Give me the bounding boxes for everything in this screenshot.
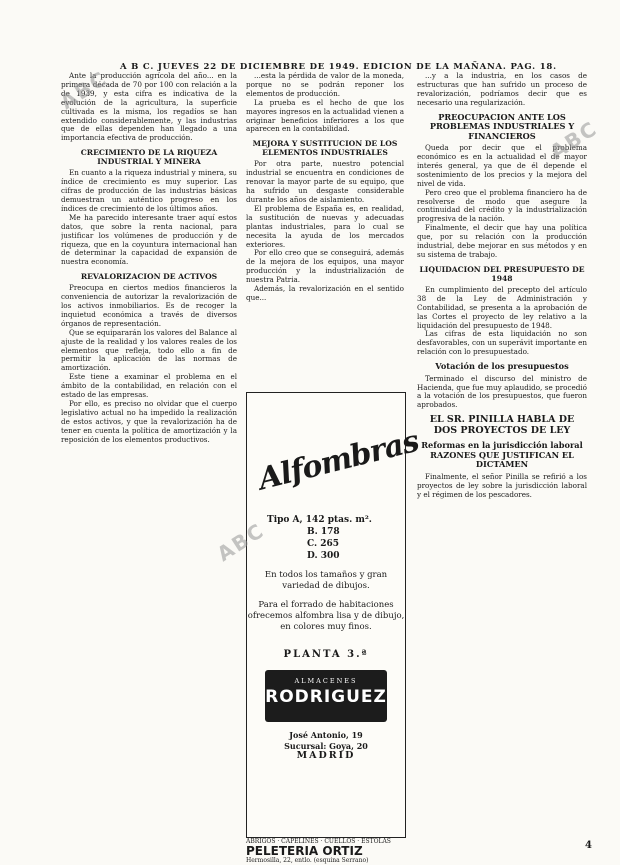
column-left [61,72,237,849]
paragraph: Por otra parte, nuestro potencial industrial se encuentra en condiciones de renovar la mayor parte de su equipo, que ha sufrido un desgaste considerable durante los años de aislamiento. [246,159,404,204]
ad2-line: Hermosilla, 22, entlo. (esquina Serrano) [246,857,369,864]
paragraph: ...esta la pérdida de valor de la moneda, porque no se podrán reponer los elementos de producción. [246,72,404,98]
ad-text: Para el forrado de habitaciones ofrecemos alfombra lisa y de dibujo, en colores muy finos. [247,600,405,632]
column-middle [246,72,404,384]
page-header: A B C. JUEVES 22 DE DICIEMBRE DE 1949. EDICION DE LA MAÑANA. PAG. 18. [120,62,557,72]
paragraph: En cumplimiento del precepto del artículo 38 de la Ley de Administración y Contabilidad, se presenta a la aprobación de las Cortes el proyecto de ley relativo a la liquidación del presupuesto de 1948. [417,284,587,330]
page-mark: 4 [585,840,592,851]
paragraph: Por ello, es preciso no olvidar que el cuerpo legislativo actual no ha impedido la realización de estos activos, y que la revalorización ha de tener en cuenta la política de amortización y la reposición de los elementos productivos. [61,399,237,444]
address-line: José Antonio, 19 [289,730,363,740]
paragraph: Finalmente, el decir que hay una política que, por su relación con la producción industrial, debe mejorar en sus métodos y en su sistema de trabajo. [417,223,587,259]
paragraph: Que se equipararán los valores del Balance al ajuste de la realidad y los valores reales de los elementos que refleja, todo ello a fin de permitir la aplicación de las normas de amortización. [61,327,237,373]
paragraph: Pero creo que el problema financiero ha de resolverse de modo que asegure la continuidad del crédito y la industrialización progresiva de la nación. [417,187,587,224]
paragraph: La prueba es el hecho de que los mayores ingresos en la actualidad vienen a originar beneficios inferiores a los que aparecen en la contabilidad. [246,97,404,134]
paragraph: En cuanto a la riqueza industrial y minera, su índice de crecimiento es muy superior. Las cifras de producción de las industrias básicas demuestran un auténtico progreso en los índices de crecimiento de los últimos años. [61,168,237,213]
ad-price: Tipo A, 142 ptas. m². [267,515,372,525]
section-subheading: Reformas en la jurisdicción laboral RAZONES QUE JUSTIFICAN EL DICTAMEN [421,440,583,470]
section-heading: Votación de los presupuestos [435,361,569,372]
watermark: ABC [55,65,112,115]
section-heading: REVALORIZACION DE ACTIVOS [80,272,218,282]
ad-price: D. 300 [307,551,340,561]
address-city: MADRID [296,750,356,761]
paragraph: El problema de España es, en realidad, la sustitución de nuevas y adecuadas plantas industriales, para lo cual se necesita la ayuda de los mercados exteriores. [246,203,404,249]
paragraph: Terminado el discurso del ministro de Hacienda, que fue muy aplaudido, se procedió a la votación de los presupuestos, que fueron aprobados. [417,373,587,410]
ad2-line: ABRIGOS · CAPELINES · CUELLOS · ESTOLAS [246,838,391,845]
section-heading: PREOCUPACION ANTE LOS PROBLEMAS INDUSTRIALES Y FINANCIEROS [429,111,575,141]
ad2-name: PELETERIA ORTIZ [246,844,363,858]
store-logo [265,670,387,722]
paragraph: Ante la producción agrícola del año... en la primera década de 70 por 100 con relación a la de 1939, y esta cifra es indicativa de la evolución de la agricultura, la superficie cultivada es la misma, los regadíos se han extendido considerablemente, y las industrias que de ellas dependen han llegado a una importancia efectiva de producción. [61,72,237,143]
section-heading: LIQUIDACION DEL PRESUPUESTO DE 1948 [419,264,585,283]
paragraph: Finalmente, el señor Pinilla se refirió a los proyectos de ley sobre la jurisdicción laboral y el régimen de los pescadores. [417,471,587,499]
ad-script-title: Alfombras [254,423,423,498]
paragraph: Este tiene a examinar el problema en el ámbito de la contabilidad, en relación con el estado de las empresas. [61,372,237,400]
ad-text: En todos los tamaños y gran variedad de dibujos. [264,570,388,591]
address-line: Sucursal: Goya, 20 [284,740,368,751]
watermark: ABC [212,517,269,567]
watermark: ABC [545,115,602,165]
ad-address [247,730,405,762]
section-heading: MEJORA Y SUSTITUCION DE LOS ELEMENTOS INDUSTRIALES [252,139,398,158]
paragraph: Queda por decir que el problema económico es en la actualidad el de mayor interés general, ya que de él depende el sostenimiento de los precios y la mejora del nivel de vida. [417,143,587,188]
logo-name: RODRIGUEZ [265,687,387,707]
paragraph: Además, la revalorización en el sentido que... [246,284,404,302]
advertisement-alfombras [246,392,423,838]
paragraph: ...y a la industria, en los casos de estructuras que han sufrido un proceso de revalorización, podríamos decir que es necesario una regularización. [417,72,587,107]
paragraph: Por ello creo que se conseguirá, además de la mejora de los equipos, una mayor producción y la industrialización de nuestra Patria. [246,248,404,285]
paragraph: Preocupa en ciertos medios financieros la conveniencia de autorizar la revalorización de los activos inmobiliarios. Es de recoger la inquietud económica a través de diversos órganos de representación. [61,283,237,328]
paragraph: Las cifras de esta liquidación no son desfavorables, con un superávit importante en relación con lo presupuestado. [417,329,587,357]
ad-floor: PLANTA 3.ª [283,649,369,660]
ad-prices [267,514,405,562]
paragraph: Me ha parecido interesante traer aquí estos datos, que sobre la renta nacional, para justificar los volúmenes de producción y de riqueza, que en la coyuntura internacional han de determinar la capacidad de expansión de nuestra economía. [61,212,237,267]
advertisement-peleteria [246,838,418,864]
section-heading: EL SR. PINILLA HABLA DE DOS PROYECTOS DE LEY [429,414,575,436]
section-heading: CRECIMIENTO DE LA RIQUEZA INDUSTRIAL Y MINERA [80,148,218,167]
ad-price: C. 265 [307,539,340,549]
column-right [417,72,587,849]
logo-small-text: ALMACENES [294,677,358,685]
ad-price: B. 178 [307,527,340,537]
